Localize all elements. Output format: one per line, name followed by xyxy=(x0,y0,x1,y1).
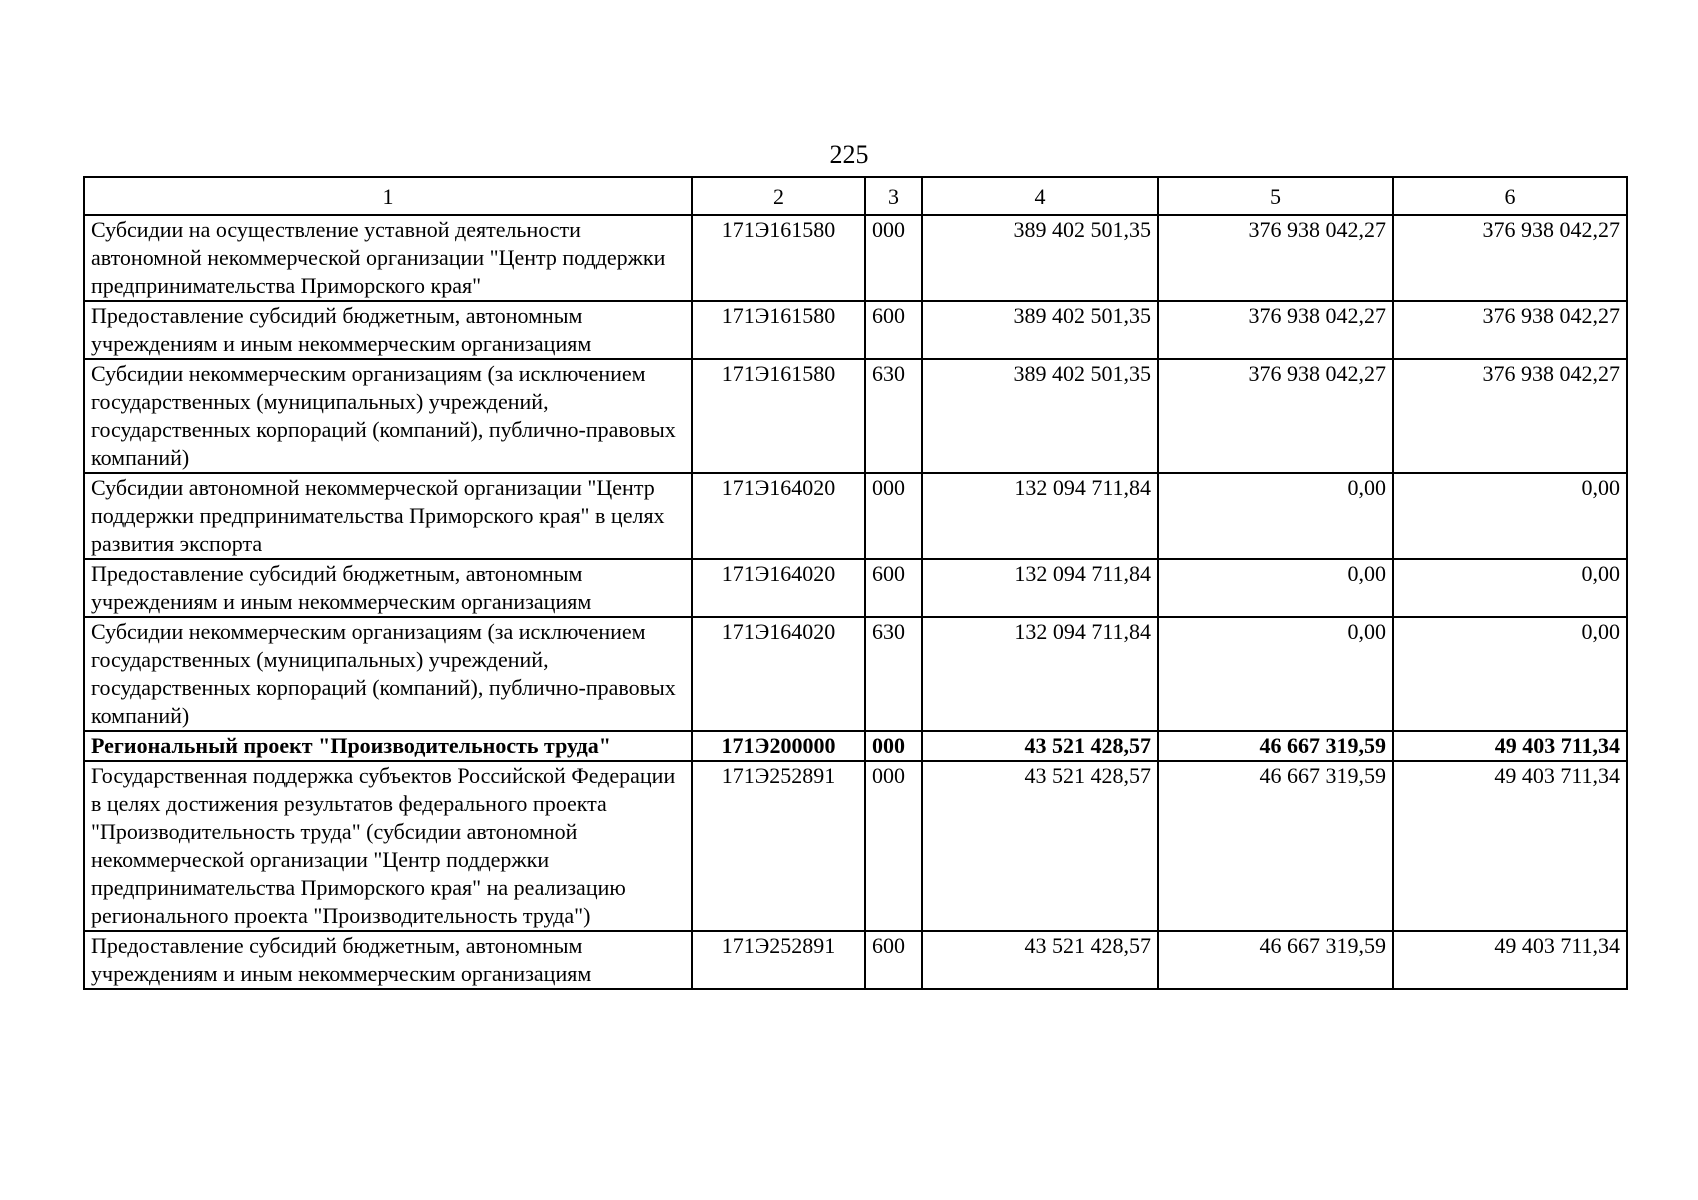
row-amount-col-4: 389 402 501,35 xyxy=(922,301,1158,359)
page-number: 225 xyxy=(829,140,869,169)
row-expense-type: 630 xyxy=(865,359,922,473)
row-amount-col-5: 0,00 xyxy=(1158,617,1393,731)
row-amount-col-4: 43 521 428,57 xyxy=(922,931,1158,989)
row-target-code: 171Э252891 xyxy=(692,761,865,931)
header-col-6: 6 xyxy=(1393,177,1627,215)
row-amount-col-6: 376 938 042,27 xyxy=(1393,301,1627,359)
row-expense-type: 630 xyxy=(865,617,922,731)
table-row xyxy=(84,559,1627,617)
row-target-code: 171Э161580 xyxy=(692,301,865,359)
row-target-code: 171Э200000 xyxy=(692,731,865,761)
table-row xyxy=(84,731,1627,761)
row-amount-col-4: 43 521 428,57 xyxy=(922,761,1158,931)
table-row xyxy=(84,301,1627,359)
row-amount-col-5: 46 667 319,59 xyxy=(1158,731,1393,761)
row-expense-type: 600 xyxy=(865,559,922,617)
row-amount-col-5: 0,00 xyxy=(1158,473,1393,559)
row-amount-col-6: 0,00 xyxy=(1393,473,1627,559)
row-expense-type: 600 xyxy=(865,931,922,989)
row-name: Государственная поддержка субъектов Российской Федерации в целях достижения результатов федерального проекта "Производительность труда" (субсидии автономной некоммерческой организации "Центр поддержки предпринимательства Приморского края" на реализацию регионального проекта "Производительность труда") xyxy=(84,761,692,931)
row-expense-type: 000 xyxy=(865,215,922,301)
table-header xyxy=(84,177,1627,215)
row-name: Предоставление субсидий бюджетным, автономным учреждениям и иным некоммерческим организациям xyxy=(84,559,692,617)
row-target-code: 171Э164020 xyxy=(692,473,865,559)
table-body xyxy=(84,215,1627,989)
row-target-code: 171Э164020 xyxy=(692,559,865,617)
row-name: Субсидии автономной некоммерческой организации "Центр поддержки предпринимательства Приморского края" в целях развития экспорта xyxy=(84,473,692,559)
row-amount-col-5: 0,00 xyxy=(1158,559,1393,617)
header-col-3: 3 xyxy=(865,177,922,215)
row-expense-type: 000 xyxy=(865,731,922,761)
row-target-code: 171Э161580 xyxy=(692,215,865,301)
row-name: Субсидии на осуществление уставной деятельности автономной некоммерческой организации "Центр поддержки предпринимательства Приморского края" xyxy=(84,215,692,301)
row-target-code: 171Э161580 xyxy=(692,359,865,473)
row-target-code: 171Э164020 xyxy=(692,617,865,731)
row-amount-col-6: 49 403 711,34 xyxy=(1393,731,1627,761)
header-col-4: 4 xyxy=(922,177,1158,215)
table-row xyxy=(84,617,1627,731)
row-name: Субсидии некоммерческим организациям (за исключением государственных (муниципальных) учреждений, государственных корпораций (компаний), публично-правовых компаний) xyxy=(84,617,692,731)
row-amount-col-4: 43 521 428,57 xyxy=(922,731,1158,761)
row-name: Предоставление субсидий бюджетным, автономным учреждениям и иным некоммерческим организациям xyxy=(84,301,692,359)
table-row xyxy=(84,761,1627,931)
header-col-1: 1 xyxy=(84,177,692,215)
row-amount-col-6: 376 938 042,27 xyxy=(1393,215,1627,301)
row-amount-col-5: 376 938 042,27 xyxy=(1158,359,1393,473)
header-col-5: 5 xyxy=(1158,177,1393,215)
row-expense-type: 600 xyxy=(865,301,922,359)
row-amount-col-6: 376 938 042,27 xyxy=(1393,359,1627,473)
table-row xyxy=(84,359,1627,473)
row-amount-col-5: 376 938 042,27 xyxy=(1158,301,1393,359)
row-name: Предоставление субсидий бюджетным, автономным учреждениям и иным некоммерческим организациям xyxy=(84,931,692,989)
row-amount-col-5: 46 667 319,59 xyxy=(1158,931,1393,989)
row-amount-col-6: 0,00 xyxy=(1393,559,1627,617)
row-amount-col-4: 132 094 711,84 xyxy=(922,617,1158,731)
row-amount-col-4: 132 094 711,84 xyxy=(922,559,1158,617)
table-row xyxy=(84,931,1627,989)
row-target-code: 171Э252891 xyxy=(692,931,865,989)
header-col-2: 2 xyxy=(692,177,865,215)
row-amount-col-6: 49 403 711,34 xyxy=(1393,931,1627,989)
row-amount-col-6: 0,00 xyxy=(1393,617,1627,731)
row-amount-col-4: 389 402 501,35 xyxy=(922,215,1158,301)
row-expense-type: 000 xyxy=(865,761,922,931)
budget-table xyxy=(83,176,1628,990)
row-amount-col-5: 46 667 319,59 xyxy=(1158,761,1393,931)
row-amount-col-4: 389 402 501,35 xyxy=(922,359,1158,473)
row-name: Региональный проект "Производительность труда" xyxy=(84,731,692,761)
table-row xyxy=(84,215,1627,301)
row-amount-col-6: 49 403 711,34 xyxy=(1393,761,1627,931)
row-expense-type: 000 xyxy=(865,473,922,559)
table-row xyxy=(84,473,1627,559)
row-amount-col-5: 376 938 042,27 xyxy=(1158,215,1393,301)
row-amount-col-4: 132 094 711,84 xyxy=(922,473,1158,559)
header-row xyxy=(84,177,1627,215)
row-name: Субсидии некоммерческим организациям (за исключением государственных (муниципальных) учреждений, государственных корпораций (компаний), публично-правовых компаний) xyxy=(84,359,692,473)
